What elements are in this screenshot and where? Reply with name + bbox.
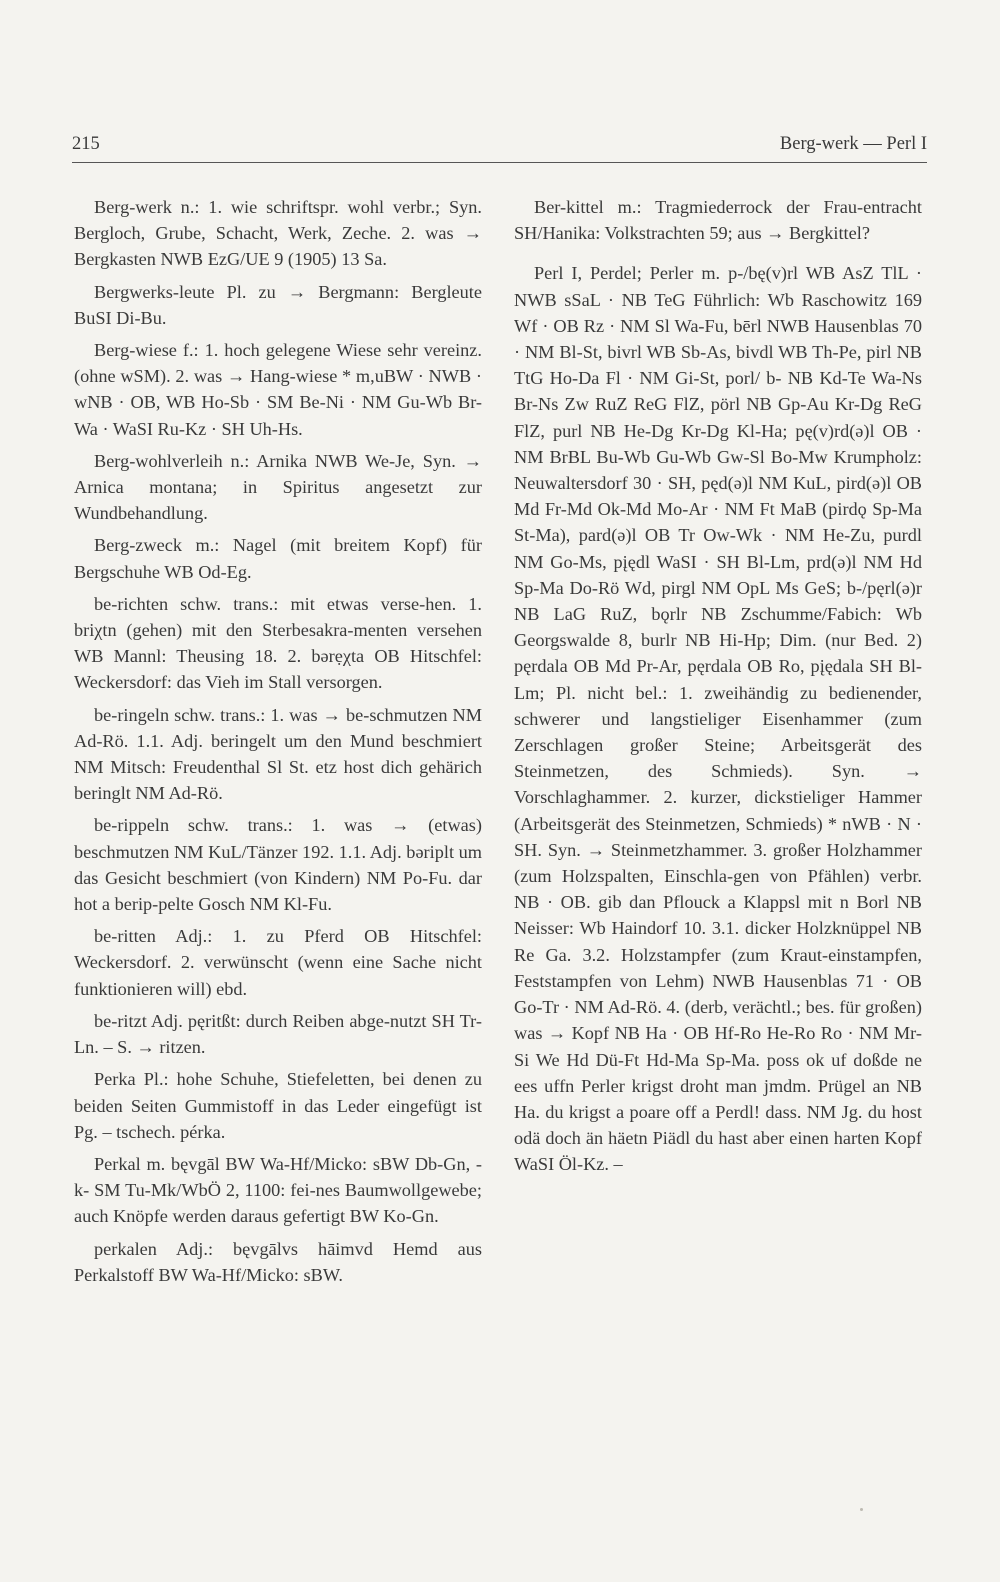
dictionary-entry bbox=[74, 532, 482, 584]
print-speck bbox=[860, 1508, 863, 1511]
entry-text: Perkal m. bęvgāl BW Wa-Hf/Micko: sBW Db-Gn, -k- SM Tu-Mk/WbÖ 2, 1100: fei-nes Baumwollgewebe; auch Knöpfe werden daraus gefertigt BW Ko-Gn. bbox=[74, 1153, 482, 1227]
dictionary-entry bbox=[74, 194, 482, 273]
entry-text: Berg-werk n.: 1. wie schriftspr. wohl verbr.; Syn. Bergloch, Grube, Schacht, Werk, Zeche. 2. was → Bergkasten NWB EzG/UE 9 (1905) 13 Sa. bbox=[74, 197, 482, 270]
dictionary-entry bbox=[74, 1066, 482, 1145]
running-head: Berg-werk — Perl I bbox=[779, 134, 927, 154]
dictionary-entry bbox=[74, 812, 482, 917]
dictionary-entry bbox=[514, 260, 922, 1177]
entry-text: be-ritten Adj.: 1. zu Pferd OB Hitschfel: Weckersdorf. 2. verwünscht (wenn eine Sache nicht funktionieren will) ebd. bbox=[74, 926, 482, 999]
entry-text: be-richten schw. trans.: mit etwas verse-hen. 1. briχtn (gehen) mit den Sterbesakra-menten versehen WB Mannl: Theusing 18. 2. bərẹχta OB Hitschfel: Weckersdorf: das Vieh im Stall versorgen. bbox=[74, 593, 482, 693]
entry-text: be-ritzt Adj. pęritßt: durch Reiben abge-nutzt SH Tr-Ln. – S. → ritzen. bbox=[74, 1010, 482, 1058]
dictionary-entry bbox=[74, 1236, 482, 1288]
entry-text: Berg-wiese f.: 1. hoch gelegene Wiese sehr vereinz. (ohne wSM). 2. was → Hang-wiese * m,uBW · NWB · wNB · OB, WB Ho-Sb · SM Be-Ni · NM Gu-Wb Br-Wa · WaSI Ru-Kz · SH Uh-Hs. bbox=[74, 340, 482, 439]
dictionary-entry bbox=[74, 448, 482, 527]
dictionary-entry bbox=[74, 591, 482, 696]
entry-text: Berg-zweck m.: Nagel (mit breitem Kopf) für Bergschuhe WB Od-Eg. bbox=[74, 535, 482, 582]
page-number: 215 bbox=[72, 134, 100, 154]
dictionary-entry bbox=[74, 279, 482, 331]
entry-text: be-rippeln schw. trans.: 1. was → (etwas) beschmutzen NM KuL/Tänzer 192. 1.1. Adj. bəriplt um das Gesicht beschmiert (von Kindern) NM Po-Fu. dar hot a berip-pelte Gosch NM Kl-Fu. bbox=[74, 815, 482, 915]
entry-text: Bergwerks-leute Pl. zu → Bergmann: Bergleute BuSI Di-Bu. bbox=[74, 281, 482, 328]
page-header bbox=[72, 128, 927, 163]
left-column bbox=[74, 194, 482, 1294]
entry-text: perkalen Adj.: bęvgālvs hāimvd Hemd aus Perkalstoff BW Wa-Hf/Micko: sBW. bbox=[74, 1238, 482, 1285]
dictionary-entry bbox=[74, 1008, 482, 1060]
dictionary-entry bbox=[74, 702, 482, 807]
dictionary-entry bbox=[74, 923, 482, 1002]
entry-text: be-ringeln schw. trans.: 1. was → be-schmutzen NM Ad-Rö. 1.1. Adj. beringelt um den Mund beschmiert NM Mitsch: Freudenthal Sl St. etz host dich gehärich beringlt NM Ad-Rö. bbox=[74, 704, 482, 804]
dictionary-entry bbox=[74, 337, 482, 442]
dictionary-entry bbox=[74, 1151, 482, 1230]
entry-text: Perka Pl.: hohe Schuhe, Stiefeletten, bei denen zu beiden Seiten Gummistoff in das Leder eingefügt ist Pg. – tschech. pérka. bbox=[74, 1069, 482, 1142]
dictionary-entry bbox=[514, 194, 922, 246]
entry-text: Berg-wohlverleih n.: Arnika NWB We-Je, Syn. → Arnica montana; in Spiritus angesetzt zur Wundbehandlung. bbox=[74, 450, 482, 524]
entry-text: Ber-kittel m.: Tragmiederrock der Frau-entracht SH/Hanika: Volkstrachten 59; aus → Bergkittel? bbox=[514, 197, 922, 244]
entry-text: Perl I, Perdel; Perler m. p-/bę(v)rl WB AsZ TlL · NWB sSaL · NB TeG Führlich: Wb Raschowitz 169 Wf · OB Rz · NM Sl Wa-Fu, bērl NWB Hausenblas 70 · NM Bl-St, bivrl WB Sb-As, bivdl WB Th-Pe, pirl NB TtG Ho-Da Fl · NM Gi-St, porl/ b- NB Kd-Te Wa-Ns Br-Ns Zw RuZ ReG FlZ, pörl NB Gp-Au Kr-Dg ReG FlZ, purl NB He-Dg Kr-Dg Kl-Ha; pę(v)rd(ə)l OB · NM BrBL Bu-Wb Gu-Wb Gw-Sl Bo-Mw Krumpholz: Neuwaltersdorf 30 · SH, pęd(ə)l NM KuL, pird(ə)l OB Md Fr-Md Ok-Md Mo-Ar · NM Ft MaB (pirdǫ Sp-Ma St-Ma), pard(ə)l OB Tr Ow-Wk · NM He-Zu, purdl NM Go-Ms, pįędl WaSI · SH Bl-Lm, prd(ə)l NM Hd Sp-Ma Do-Rö Wd, pirgl NM OpL Ms GeS; b-/pęrl(ə)r NB LaG RuZ, bǫrlr NB Zschumme/Fabich: Wb Georgswalde 8, burlr NB Hi-Hp; Dim. (nur Bed. 2) pęrdala OB Md Pr-Ar, pęrdala OB Ro, pįędala SH Bl-Lm; Pl. nicht bel.: 1. zweihändig zu bedienender, schwerer und langstieliger Eisenhammer (zum Zerschlagen großer Steine; Arbeitsgerät des Steinmetzen, des Schmieds). Syn. → Vorschlaghammer. 2. kurzer, dickstieliger Hammer (Arbeitsgerät des Steinmetzen, Schmieds) * nWB · N · SH. Syn. → Steinmetzhammer. 3. großer Holzhammer (zum Holzspalten, Einschla-gen von Pfählen) verbr. NB · OB. gib dan Pflouck a Klappsl mit n Borl NB Neisser: Wb Haindorf 10. 3.1. dicker Holzknüppel NB Re Ga. 3.2. Holzstampfer (zum Kraut-einstampfen, Feststampfen von Lehm) NWB Hausenblas 71 · OB Go-Tr · NM Ad-Rö. 4. (derb, verächtl.; bes. für großen) was → Kopf NB Ha · OB Hf-Ro He-Ro Ro · NM Mr-Si We Hd Dü-Ft Hd-Ma Sp-Ma. poss ok uf doßde ne ees uffn Perler krigst droht man jmdm. Prügel an NB Ha. du krigst a poare off a Perdl! dass. NM Jg. du host odä doch än häetn Piädl du hast aber einen harten Kopf WaSI Öl-Kz. – bbox=[514, 263, 922, 1175]
right-column bbox=[514, 194, 922, 1184]
